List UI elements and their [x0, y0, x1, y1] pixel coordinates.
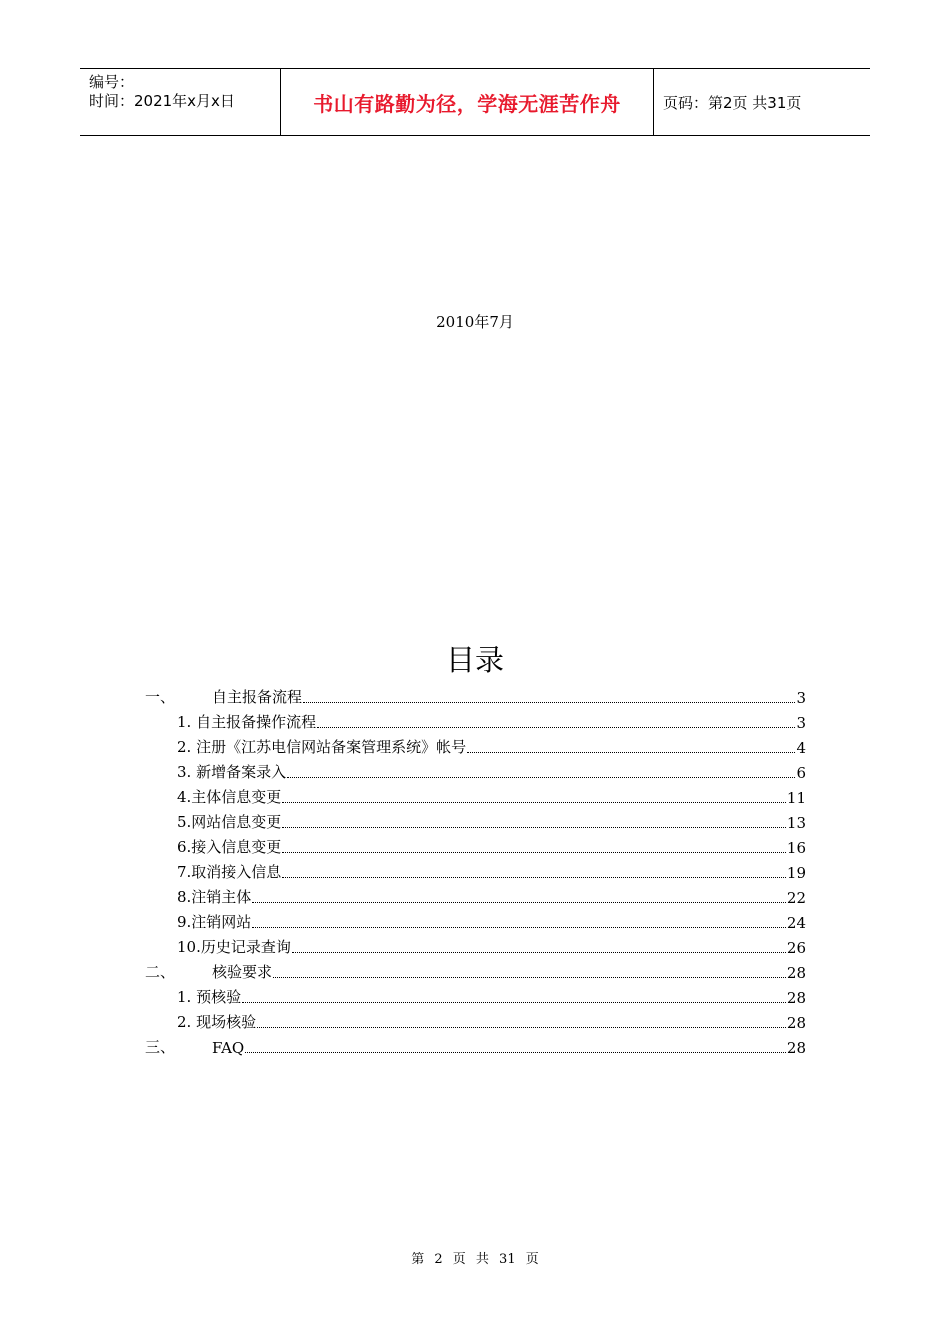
toc-entry-page: 26 — [786, 939, 806, 957]
toc-leader-dots — [257, 1025, 786, 1028]
serial-label: 编号： — [89, 73, 135, 91]
time-label: 时间：2021年x月x日 — [89, 92, 235, 110]
toc-entry-page: 28 — [786, 989, 806, 1007]
toc-entry-page: 3 — [796, 714, 806, 732]
toc-leader-dots — [252, 925, 786, 928]
toc-leader-dots — [287, 775, 795, 778]
toc-entry-page: 3 — [796, 689, 806, 707]
toc-leader-dots — [282, 825, 786, 828]
toc-entry-number: 三、 — [145, 1038, 176, 1056]
page-footer: 第 2 页 共 31 页 — [411, 1252, 539, 1267]
toc-entry-label: FAQ — [212, 1039, 245, 1057]
toc-entry-page: 16 — [786, 839, 806, 857]
toc-entry-label: 1. 预核验 — [177, 988, 242, 1006]
toc-entry-page: 28 — [786, 1039, 806, 1057]
toc-leader-dots — [252, 900, 786, 903]
toc-entry[interactable] — [145, 907, 806, 932]
toc-entry[interactable] — [145, 982, 806, 1007]
toc-leader-dots — [282, 800, 786, 803]
toc-entry[interactable] — [145, 1032, 806, 1057]
toc-entry-number: 二、 — [145, 963, 176, 981]
toc-entry[interactable] — [145, 807, 806, 832]
toc-entry-page: 28 — [786, 1014, 806, 1032]
toc-entry-page: 6 — [796, 764, 806, 782]
toc-entry-label: 自主报备流程 — [212, 688, 303, 706]
toc-entry-number: 一、 — [145, 688, 176, 706]
toc-entry-label: 6.接入信息变更 — [177, 838, 282, 856]
toc-entry-label: 2. 现场核验 — [177, 1013, 257, 1031]
toc-entry[interactable] — [145, 932, 806, 957]
toc-leader-dots — [317, 725, 795, 728]
toc-entry-label: 4.主体信息变更 — [177, 788, 282, 806]
toc-leader-dots — [467, 750, 795, 753]
header-page-info: 页码：第2页 共31页 — [663, 93, 802, 112]
toc-leader-dots — [245, 1050, 786, 1053]
toc-leader-dots — [242, 1000, 786, 1003]
toc-entry-label: 8.注销主体 — [177, 888, 252, 906]
toc-entry-label: 9.注销网站 — [177, 913, 252, 931]
toc-entry-page: 24 — [786, 914, 806, 932]
toc-entry[interactable] — [145, 732, 806, 757]
toc-entry[interactable] — [145, 782, 806, 807]
toc-entry-label: 1. 自主报备操作流程 — [177, 713, 317, 731]
toc-entry[interactable] — [145, 832, 806, 857]
document-date: 2010年7月 — [436, 313, 514, 331]
toc-entry[interactable] — [145, 757, 806, 782]
toc-entry-page: 13 — [786, 814, 806, 832]
toc-leader-dots — [282, 850, 786, 853]
toc-entry[interactable] — [145, 707, 806, 732]
toc-title: 目录 — [445, 643, 504, 677]
toc-entry-label: 10.历史记录查询 — [177, 938, 291, 956]
toc-leader-dots — [273, 975, 786, 978]
toc-leader-dots — [282, 875, 786, 878]
toc-entry[interactable] — [145, 1007, 806, 1032]
toc-entry-page: 11 — [786, 789, 806, 807]
toc-entry-page: 28 — [786, 964, 806, 982]
toc-entry[interactable] — [145, 882, 806, 907]
toc-leader-dots — [292, 950, 786, 953]
toc-entry-label: 7.取消接入信息 — [177, 863, 282, 881]
toc-entry-label: 5.网站信息变更 — [177, 813, 282, 831]
toc-entry[interactable] — [145, 682, 806, 707]
toc-entry-label: 2. 注册《江苏电信网站备案管理系统》帐号 — [177, 738, 467, 756]
header-meta — [80, 69, 281, 135]
toc-leader-dots — [303, 700, 795, 703]
toc-entry-label: 3. 新增备案录入 — [177, 763, 287, 781]
toc-entry-page: 4 — [796, 739, 806, 757]
toc-entry[interactable] — [145, 857, 806, 882]
toc-entry-page: 22 — [786, 889, 806, 907]
table-of-contents — [145, 682, 806, 1057]
toc-entry[interactable] — [145, 957, 806, 982]
toc-entry-page: 19 — [786, 864, 806, 882]
header-motto: 书山有路勤为径，学海无涯苦作舟 — [281, 69, 654, 135]
toc-entry-label: 核验要求 — [212, 963, 273, 981]
document-header — [80, 68, 870, 136]
